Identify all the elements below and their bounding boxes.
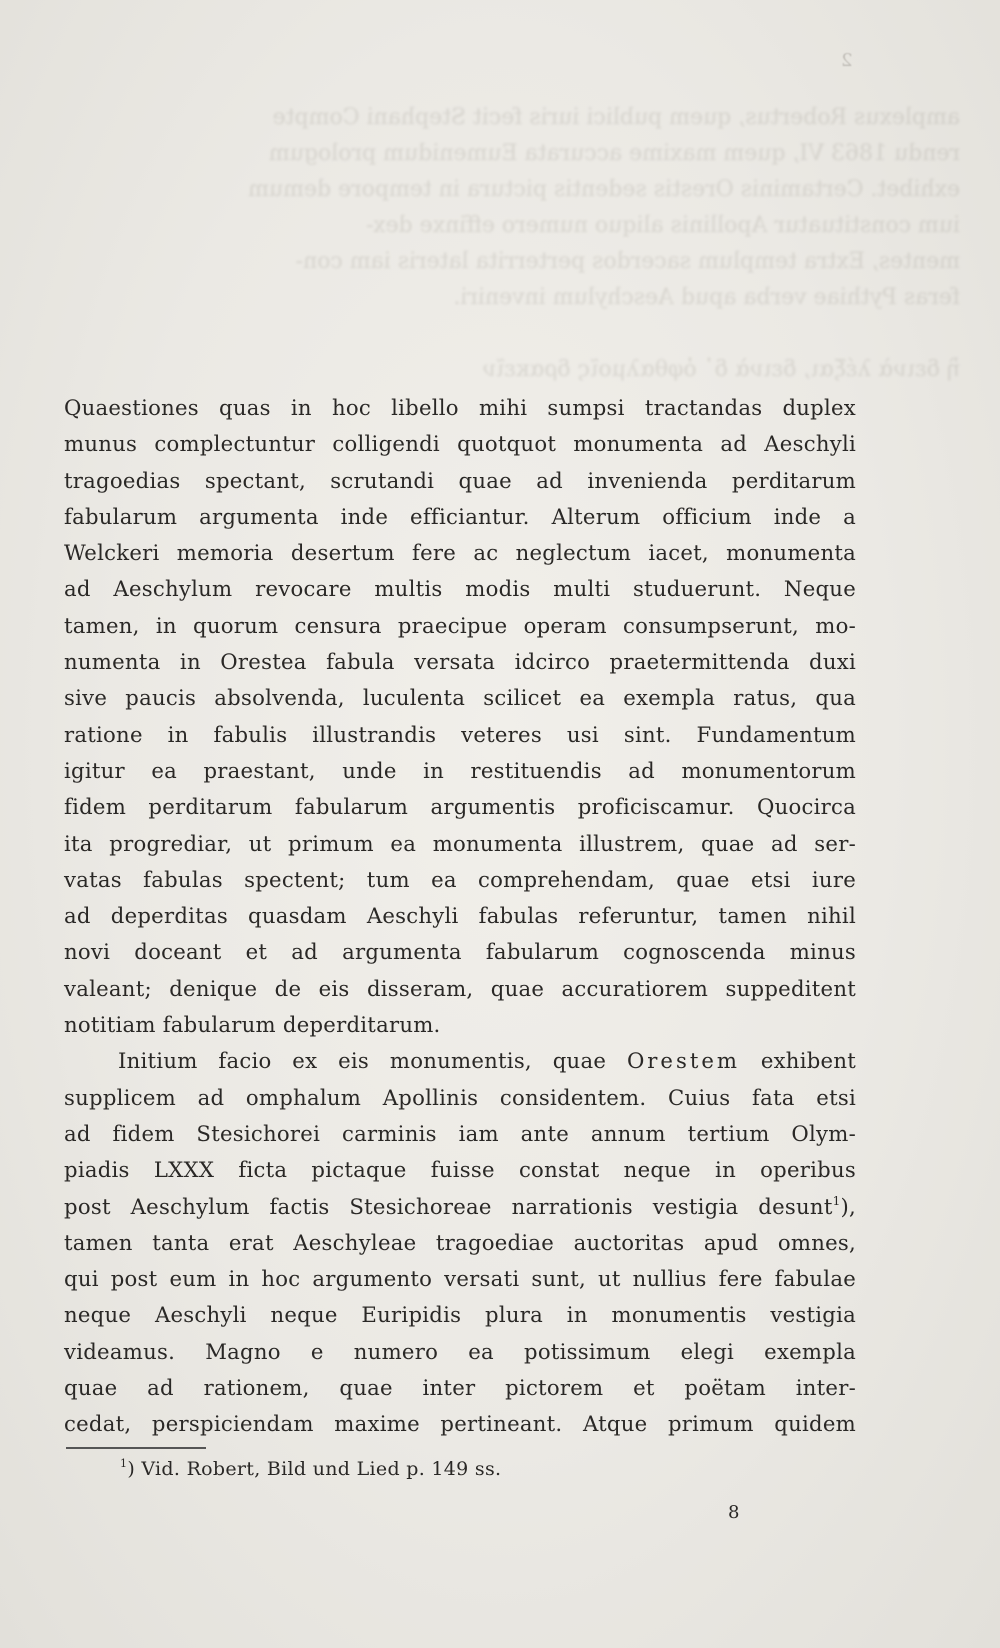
footnote-number: 1: [120, 1457, 128, 1470]
show-through-page-number: 2: [840, 50, 852, 71]
spaced-name: Orestem: [626, 1048, 740, 1074]
footnote-text: ) Vid. Robert, Bild und Lied p. 149 ss.: [127, 1458, 502, 1480]
text-line: tragoedias spectant, scrutandi quae ad invenienda perditarum: [64, 467, 856, 493]
text-line: ad Aeschylum revocare multis modis multi studuerunt. Neque: [64, 576, 856, 602]
signature-mark: 8: [728, 1502, 740, 1523]
footnote-divider: [66, 1447, 206, 1449]
main-text: [64, 390, 856, 1443]
text-line: piadis LXXX ficta pictaque fuisse constat neque in operibus: [64, 1157, 856, 1183]
text-line: ratione in fabulis illustrandis veteres usi sint. Fundamentum: [64, 721, 856, 747]
text-line: fabularum argumenta inde efficiantur. Alterum officium inde a: [64, 503, 856, 529]
text-line: ad fidem Stesichorei carminis iam ante annum tertium Olym-: [64, 1120, 856, 1146]
text-line: valeant; denique de eis disseram, quae accuratiorem suppeditent: [64, 975, 856, 1001]
text-fragment: Initium facio ex eis monumentis, quae: [118, 1048, 607, 1074]
text-line: vatas fabulas spectent; tum ea comprehendam, quae etsi iure: [64, 866, 856, 892]
footnote-ref-line: [64, 1189, 856, 1225]
text-line: tamen, in quorum censura praecipue operam consumpserunt, mo-: [64, 612, 856, 638]
text-line: videamus. Magno e numero ea potissimum elegi exempla: [64, 1338, 856, 1364]
text-line: igitur ea praestant, unde in restituendis ad monumentorum: [64, 757, 856, 783]
text-line: ita progrediar, ut primum ea monumenta illustrem, quae ad ser-: [64, 830, 856, 856]
text-line: ad deperditas quasdam Aeschyli fabulas referuntur, tamen nihil: [64, 903, 856, 929]
text-fragment: ),: [840, 1193, 856, 1219]
show-through-text: amplexus Robertus, quem publici iuris fecit Stephani Compte rendu 1863 VI, quem maxime accurata Eumenidum prologum exhibet. Certaminis Orestis sedentis pictura in tempore demum ium constituatur Apollinis aliquo numero effinxe dex- mentes, Extra templum sacerdos perterrita lateris iam con- feras Pythiae verba apud Aeschylum inveniri. ἢ δεινὰ λέξαι, δεινὰ δ᾽ ὀφθαλμοῖς δρακεῖν: [248, 105, 960, 382]
footnote: [120, 1458, 501, 1480]
text-line: fidem perditarum fabularum argumentis proficiscamur. Quocirca: [64, 794, 856, 820]
text-line: sive paucis absolvenda, luculenta scilicet ea exempla ratus, qua: [64, 685, 856, 711]
text-line: Quaestiones quas in hoc libello mihi sumpsi tractandas duplex: [64, 395, 856, 420]
text-fragment: exhibent: [760, 1048, 856, 1074]
text-line: Welckeri memoria desertum fere ac neglectum iacet, monumenta: [64, 540, 856, 566]
text-fragment: post Aeschylum factis Stesichoreae narrationis vestigia desunt: [64, 1193, 833, 1219]
text-line: notitiam fabularum deperditarum.: [64, 1012, 441, 1038]
footnote-marker: 1: [832, 1193, 841, 1208]
text-line: munus complectuntur colligendi quotquot monumenta ad Aeschyli: [64, 431, 856, 457]
text-line: numenta in Orestea fabula versata idcirco praetermittenda duxi: [64, 649, 856, 675]
text-line: novi doceant et ad argumenta fabularum cognoscenda minus: [64, 939, 856, 965]
text-line: supplicem ad omphalum Apollinis considentem. Cuius fata etsi: [64, 1084, 856, 1110]
text-line: cedat, perspiciendam maxime pertineant. Atque primum quidem: [64, 1411, 856, 1437]
paragraph-start-line: [64, 1043, 856, 1079]
text-line: tamen tanta erat Aeschyleae tragoediae auctoritas apud omnes,: [64, 1229, 856, 1255]
text-line: neque Aeschyli neque Euripidis plura in monumentis vestigia: [64, 1302, 856, 1328]
text-line: quae ad rationem, quae inter pictorem et poëtam inter-: [64, 1375, 856, 1401]
text-line: qui post eum in hoc argumento versati sunt, ut nullius fere fabulae: [64, 1266, 856, 1292]
